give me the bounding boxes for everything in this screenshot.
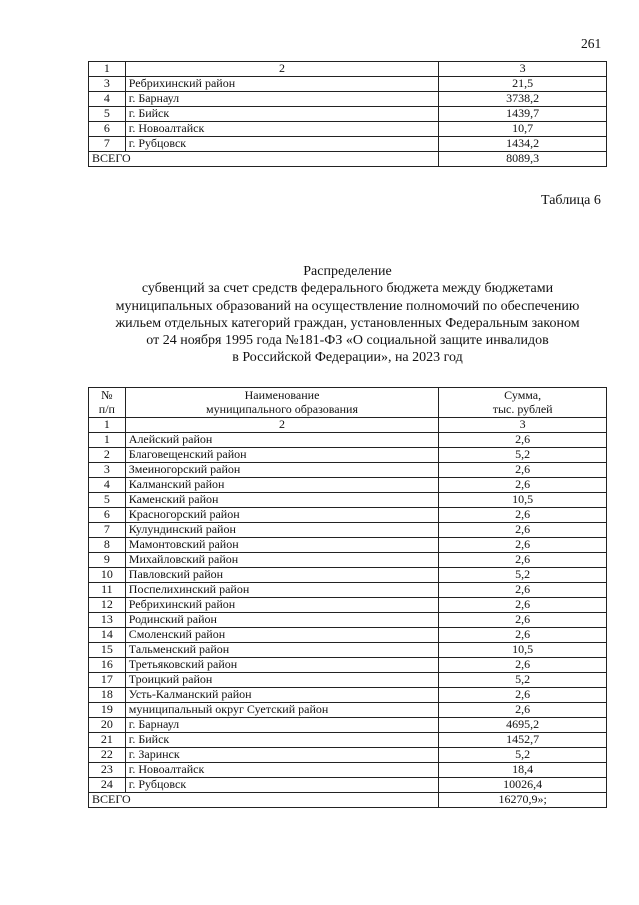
- municipality-name: г. Новоалтайск: [125, 763, 438, 778]
- municipality-name: Третьяковский район: [125, 658, 438, 673]
- amount: 2,6: [439, 598, 607, 613]
- table-row: [89, 122, 607, 137]
- row-number: 4: [89, 92, 126, 107]
- header-text: №: [101, 387, 113, 402]
- table-row: [89, 553, 607, 568]
- table-row: [89, 77, 607, 92]
- row-number: 6: [89, 508, 126, 523]
- amount: 21,5: [439, 77, 607, 92]
- table-row: [89, 643, 607, 658]
- municipality-name: г. Заринск: [125, 748, 438, 763]
- row-number: 2: [89, 448, 126, 463]
- table-row: [89, 478, 607, 493]
- row-number: 22: [89, 748, 126, 763]
- subvention-distribution-table: [88, 387, 607, 808]
- row-number: 3: [89, 463, 126, 478]
- municipality-name: Ребрихинский район: [125, 598, 438, 613]
- row-number: 15: [89, 643, 126, 658]
- column-number-cell: 3: [439, 62, 607, 77]
- caption-title: Распределение: [303, 264, 392, 279]
- amount: 5,2: [439, 673, 607, 688]
- total-row: [89, 793, 607, 808]
- table-row: [89, 598, 607, 613]
- amount: 10026,4: [439, 778, 607, 793]
- row-number: 11: [89, 583, 126, 598]
- municipality-name: Троицкий район: [125, 673, 438, 688]
- amount: 2,6: [439, 688, 607, 703]
- amount: 2,6: [439, 523, 607, 538]
- table-row: [89, 107, 607, 122]
- amount: 2,6: [439, 433, 607, 448]
- amount: 2,6: [439, 508, 607, 523]
- table-row: [89, 493, 607, 508]
- municipality-name: Каменский район: [125, 493, 438, 508]
- amount: 2,6: [439, 478, 607, 493]
- row-number: 17: [89, 673, 126, 688]
- row-number: 9: [89, 553, 126, 568]
- total-row: [89, 152, 607, 167]
- table-row: [89, 137, 607, 152]
- page-number: 261: [581, 36, 602, 51]
- table-row: [89, 448, 607, 463]
- total-amount: 16270,9»;: [439, 793, 607, 808]
- header-text: тыс. рублей: [492, 401, 553, 416]
- row-number: 7: [89, 137, 126, 152]
- caption-line: от 24 ноября 1995 года №181-ФЗ «О социальной защите инвалидов: [146, 333, 549, 349]
- caption-line: субвенций за счет средств федерального бюджета между бюджетами: [141, 281, 554, 297]
- amount: 5,2: [439, 748, 607, 763]
- table-caption: [80, 263, 615, 367]
- table-row: [89, 523, 607, 538]
- row-number: 18: [89, 688, 126, 703]
- municipality-name: Ребрихинский район: [125, 77, 439, 92]
- table-row: [89, 748, 607, 763]
- municipality-name: Красногорский район: [125, 508, 438, 523]
- municipality-name: г. Барнаул: [125, 92, 439, 107]
- municipality-name: г. Бийск: [125, 107, 439, 122]
- amount: 5,2: [439, 568, 607, 583]
- table-row: [89, 718, 607, 733]
- amount: 2,6: [439, 538, 607, 553]
- row-number: 5: [89, 107, 126, 122]
- caption-line: муниципальных образований на осуществление полномочий по обеспечению: [115, 298, 580, 314]
- amount: 2,6: [439, 463, 607, 478]
- table-row: [89, 628, 607, 643]
- municipality-name: Родинский район: [125, 613, 438, 628]
- amount: 1452,7: [439, 733, 607, 748]
- row-number: 24: [89, 778, 126, 793]
- amount: 2,6: [439, 658, 607, 673]
- amount: 3738,2: [439, 92, 607, 107]
- municipality-name: г. Барнаул: [125, 718, 438, 733]
- amount: 4695,2: [439, 718, 607, 733]
- row-number: 1: [89, 433, 126, 448]
- row-number: 8: [89, 538, 126, 553]
- row-number: 13: [89, 613, 126, 628]
- row-number: 5: [89, 493, 126, 508]
- row-number: 20: [89, 718, 126, 733]
- table-row: [89, 92, 607, 107]
- table-row: [89, 538, 607, 553]
- amount: 2,6: [439, 583, 607, 598]
- amount: 1434,2: [439, 137, 607, 152]
- amount: 1439,7: [439, 107, 607, 122]
- row-number: 14: [89, 628, 126, 643]
- total-label: ВСЕГО: [89, 152, 439, 167]
- header-sum: [439, 388, 607, 418]
- municipality-name: Благовещенский район: [125, 448, 438, 463]
- row-number: 3: [89, 77, 126, 92]
- amount: 2,6: [439, 703, 607, 718]
- column-number-cell: 3: [439, 418, 607, 433]
- amount: 10,5: [439, 493, 607, 508]
- column-number-cell: 2: [125, 418, 438, 433]
- table-row: [89, 508, 607, 523]
- caption-line: жильем отдельных категорий граждан, установленных Федеральным законом: [115, 315, 580, 331]
- municipality-name: Тальменский район: [125, 643, 438, 658]
- table-row: [89, 433, 607, 448]
- amount: 2,6: [439, 628, 607, 643]
- row-number: 7: [89, 523, 126, 538]
- amount: 10,5: [439, 643, 607, 658]
- municipality-name: Кулундинский район: [125, 523, 438, 538]
- municipality-name: Мамонтовский район: [125, 538, 438, 553]
- table-row: [89, 778, 607, 793]
- municipality-name: Поспелихинский район: [125, 583, 438, 598]
- municipality-name: Михайловский район: [125, 553, 438, 568]
- header-text: Сумма,: [504, 387, 542, 402]
- table-row: [89, 463, 607, 478]
- table-row: [89, 733, 607, 748]
- header-number: [89, 388, 126, 418]
- municipality-name: муниципальный округ Суетский район: [125, 703, 438, 718]
- row-number: 19: [89, 703, 126, 718]
- caption-line: в Российской Федерации», на 2023 год: [232, 350, 463, 366]
- municipality-name: Калманский район: [125, 478, 438, 493]
- municipality-name: Павловский район: [125, 568, 438, 583]
- column-number-cell: 2: [125, 62, 439, 77]
- amount: 5,2: [439, 448, 607, 463]
- table-row: [89, 583, 607, 598]
- row-number: 4: [89, 478, 126, 493]
- municipality-name: г. Новоалтайск: [125, 122, 439, 137]
- column-number-cell: 1: [89, 62, 126, 77]
- row-number: 23: [89, 763, 126, 778]
- municipality-name: г. Рубцовск: [125, 778, 438, 793]
- row-number: 6: [89, 122, 126, 137]
- table-row: [89, 658, 607, 673]
- amount: 10,7: [439, 122, 607, 137]
- amount: 18,4: [439, 763, 607, 778]
- table-row: [89, 763, 607, 778]
- table-column-number-row: [89, 418, 607, 433]
- table-row: [89, 613, 607, 628]
- amount: 2,6: [439, 613, 607, 628]
- total-amount: 8089,3: [439, 152, 607, 167]
- row-number: 16: [89, 658, 126, 673]
- municipality-name: Смоленский район: [125, 628, 438, 643]
- table-continuation: [88, 61, 607, 167]
- header-text: п/п: [98, 401, 115, 416]
- amount: 2,6: [439, 553, 607, 568]
- column-number-cell: 1: [89, 418, 126, 433]
- row-number: 10: [89, 568, 126, 583]
- municipality-name: Усть-Калманский район: [125, 688, 438, 703]
- row-number: 12: [89, 598, 126, 613]
- table-label: Таблица 6: [541, 193, 601, 208]
- table-row: [89, 703, 607, 718]
- row-number: 21: [89, 733, 126, 748]
- header-text: Наименование: [244, 387, 320, 402]
- municipality-name: г. Рубцовск: [125, 137, 439, 152]
- header-name: [125, 388, 438, 418]
- municipality-name: Змеиногорский район: [125, 463, 438, 478]
- table-row: [89, 688, 607, 703]
- table-row: [89, 568, 607, 583]
- header-text: муниципального образования: [206, 401, 358, 416]
- table-column-number-row: [89, 62, 607, 77]
- table-row: [89, 673, 607, 688]
- table-header-row: [89, 388, 607, 418]
- municipality-name: г. Бийск: [125, 733, 438, 748]
- municipality-name: Алейский район: [125, 433, 438, 448]
- total-label: ВСЕГО: [89, 793, 439, 808]
